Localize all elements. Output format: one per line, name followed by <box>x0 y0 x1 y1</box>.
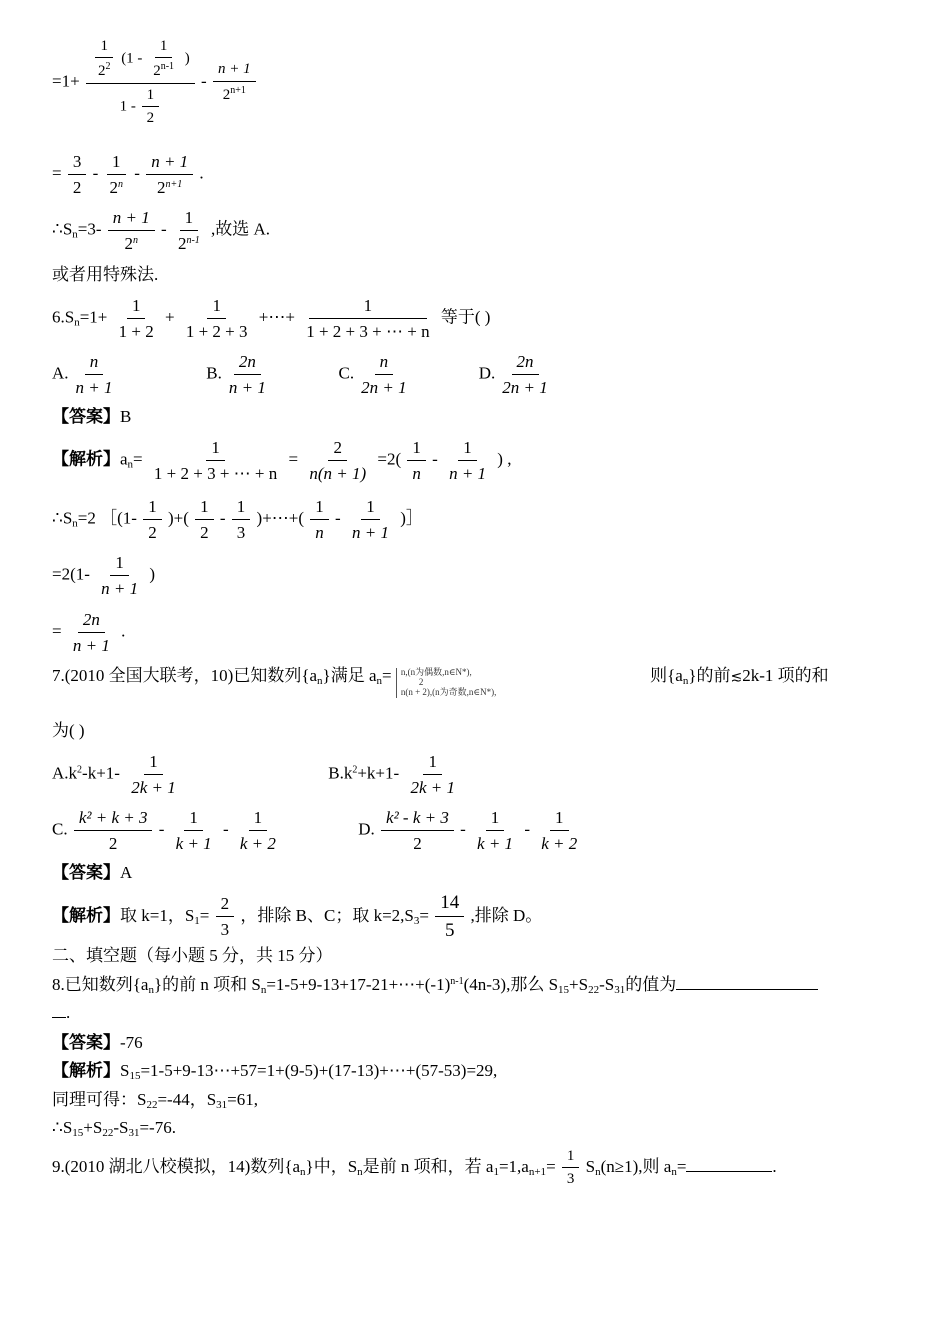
q6-option-a: A. $\frac{n}{n + 1}$ <box>52 352 113 397</box>
q6-answer: 【答案】B <box>52 407 132 426</box>
q8-stem-cont: . <box>52 1004 70 1021</box>
q7-option-b: $B.k^2+k+1-$ $\frac{1}{2k + 1}$ <box>328 752 455 797</box>
q7-analysis: 【解析】取 k=1，$S_1=$ $\frac{2}{3}$ ，排除 B、C；取 $k=2,S_3=$ $\frac{14}{5}$ ,排除 D。 <box>52 892 543 941</box>
fraction: $\frac{1}{2}$ <box>143 497 162 542</box>
q6-sum-line: $\therefore S_n=2$ ［(1- $\frac{1}{2}$ )+( $\frac{1}{2}$ - $\frac{1}{3}$ )+⋯+( $\frac{1}{n}$ - $\frac{1}{n + 1}$ )］ <box>52 497 423 542</box>
fraction: $\frac{1}{1 + 2 + 3}$ <box>185 296 248 341</box>
derivation-line-3: $\therefore S_n=3-$ $\frac{n + 1}{2^n}$ - $\frac{1}{2^{n-1}}$ ,故选 A. <box>52 208 271 253</box>
den-fraction: $\frac{1}{2}$ <box>142 87 160 128</box>
q7-options-ab <box>52 752 462 797</box>
q7-stem: 7.(2010 全国大联考，10)已知数列$\{a_n\}$满足 $a_n=$ n,(n为偶数,n∈N*), 2 n(n + 2),(n为奇数,n∈N*), 则$\{a_n\}$的前≲2k-1 项的和 <box>52 665 829 697</box>
fraction: $\frac{1}{1 + 2 + 3 + \cdots + n}$ <box>306 296 430 341</box>
fraction: $\frac{2}{3}$ <box>216 894 235 939</box>
fraction: $\frac{n + 1}{2^n}$ <box>108 208 155 253</box>
fraction: $\frac{1}{3}$ <box>232 497 251 542</box>
q6-result-2: = $\frac{2n}{n + 1}$ . <box>52 610 126 655</box>
q6-analysis: 【解析】$a_n=$ $\frac{1}{1 + 2 + 3 + \cdots + n}$ = $\frac{2}{n(n + 1)}$ =2( $\frac{1}{n}$ - $\frac{1}{n + 1}$ ) , <box>52 438 512 483</box>
answer-blank[interactable] <box>686 1171 772 1172</box>
q6-option-c: C. $\frac{n}{2n + 1}$ <box>338 352 407 397</box>
fraction: $\frac{1}{n + 1}$ <box>449 438 487 483</box>
coef-fraction: $\frac{1}{2^2}$ <box>93 38 116 81</box>
fraction: $\frac{1}{3}$ <box>562 1148 580 1189</box>
derivation-line-4: 或者用特殊法. <box>52 265 159 284</box>
q8-analysis-2: 同理可得：$S_{22}=-44$，$S_{31}=61$, <box>52 1090 259 1111</box>
fraction: $\frac{1}{2^n}$ <box>105 152 129 197</box>
q7-option-a: $A.k^2-k+1-$ $\frac{1}{2k + 1}$ <box>52 752 176 797</box>
eq-prefix: =1+ <box>52 71 80 91</box>
fraction: $\frac{2}{n(n + 1)}$ <box>309 438 367 483</box>
fraction: $\frac{14}{5}$ <box>435 892 464 942</box>
q8-analysis: 【解析】$S_{15}=1-5+9-13\cdots+57=1+(9-5)+(17-13)+\cdots+(57-53)=29$, <box>52 1061 498 1082</box>
fraction: $\frac{1}{2^{n-1}}$ <box>177 208 200 253</box>
fraction: $\frac{1}{1 + 2 + 3 + \cdots + n}$ <box>153 438 278 483</box>
fraction: $\frac{n + 1}{2^{n+1}}$ <box>146 152 193 197</box>
big-fraction: $\frac{1}{2^2}$ (1 - $\frac{1}{2^{n-1}}$ ) 1 - $\frac{1}{2}$ <box>86 38 195 127</box>
fraction: $\frac{3}{2}$ <box>68 152 87 197</box>
piecewise-definition: n,(n为偶数,n∈N*), 2 n(n + 2),(n为奇数,n∈N*), <box>396 668 646 698</box>
q7-stem-2: 为( ) <box>52 721 85 740</box>
q7-option-c: C. $\frac{\text{k² + k + 3}}{2}$ - $\frac{1}{k + 1}$ - $\frac{1}{k + 2}$ <box>52 808 276 853</box>
q7-options-cd <box>52 808 584 853</box>
fraction: $\frac{1}{n}$ <box>407 438 426 483</box>
derivation-line-1: =1+ $\frac{1}{2^2}$ (1 - $\frac{1}{2^{n-1}}$ ) 1 - $\frac{1}{2}$ - $\frac{n + 1}{2^{n+1}}$ <box>52 38 258 127</box>
fraction: $\frac{1}{1 + 2}$ <box>118 296 154 341</box>
last-fraction: $\frac{n + 1}{2^{n+1}}$ <box>213 61 256 104</box>
q6-option-d: D. $\frac{2n}{2n + 1}$ <box>478 352 548 397</box>
inner-fraction: $\frac{1}{2^{n-1}}$ <box>153 38 175 80</box>
q9-stem: 9.(2010 湖北八校模拟，14)数列$\{a_n\}$中，$S_n$是前 n 项和，若 $a_1=1,a_{n+1}=$ $\frac{1}{3}$ $S_n(n\ge 1)$,则 $a_n=$ . <box>52 1148 777 1188</box>
fraction: $\frac{1}{n + 1}$ <box>101 553 139 598</box>
fraction: $\frac{1}{n + 1}$ <box>351 497 389 542</box>
q7-answer: 【答案】A <box>52 863 133 882</box>
q8-stem: 8.已知数列$\{a_n\}$的前 n 项和 $S_n=1-5+9-13+17-21+\cdots+(-1)^{n-1}(4n-3)$,那么 $S_{15}+S_{22}-S_{31}$的值为 <box>52 976 818 996</box>
section-heading: 二、填空题（每小题 5 分，共 15 分） <box>52 946 333 965</box>
q6-option-b: B. $\frac{2n}{n + 1}$ <box>206 352 266 397</box>
q6-stem: $6.S_n=1+$ $\frac{1}{1 + 2}$ + $\frac{1}{1 + 2 + 3}$ +⋯+ $\frac{1}{1 + 2 + 3 + \cdots + n}$ 等于( ) <box>52 296 491 341</box>
garbled-symbol: ≲ <box>730 669 743 685</box>
q7-option-d: D. $\frac{\text{k² - k + 3}}{2}$ - $\frac{1}{k + 1}$ - $\frac{1}{k + 2}$ <box>358 808 578 853</box>
fraction: $\frac{1}{2}$ <box>195 497 214 542</box>
fraction: $\frac{2n}{n + 1}$ <box>72 610 110 655</box>
q6-result-1: =2(1- $\frac{1}{n + 1}$ ) <box>52 553 156 598</box>
q6-options <box>52 352 555 397</box>
answer-blank[interactable] <box>676 989 818 990</box>
q8-analysis-3: $\therefore S_{15}+S_{22}-S_{31}=-76$. <box>52 1118 176 1139</box>
fraction: $\frac{1}{n}$ <box>310 497 329 542</box>
answer-blank-cont[interactable] <box>52 1017 66 1018</box>
q8-answer: 【答案】-76 <box>52 1033 143 1052</box>
derivation-line-2: = $\frac{3}{2}$ - $\frac{1}{2^n}$ - $\frac{n + 1}{2^{n+1}}$ . <box>52 152 204 197</box>
